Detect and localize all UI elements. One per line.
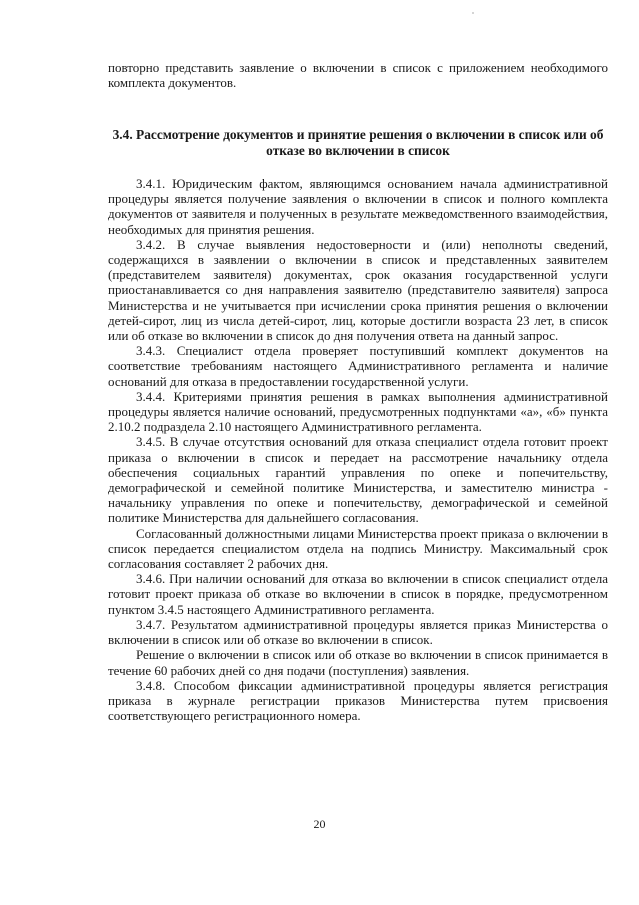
paragraph-3-4-7: 3.4.7. Результатом административной процедуры является приказ Министерства о включении в список или об отказе во включении в список. — [108, 616, 608, 648]
section-heading: 3.4. Рассмотрение документов и принятие решения о включении в список или об отказе во включении в список — [112, 127, 604, 158]
paragraph-3-4-1: 3.4.1. Юридическим фактом, являющимся основанием начала административной процедуры является получение заявления о включении в список и полного комплекта документов от заявителя и полученных в результате межведомственного взаимодействия, необходимых для принятия решения. — [108, 176, 608, 237]
page-number: 20 — [313, 817, 326, 831]
section-body — [108, 176, 608, 723]
paragraph-3-4-3: 3.4.3. Специалист отдела проверяет поступивший комплект документов на соответствие требованиям настоящего Административного регламента и наличие оснований для отказа в предоставлении государственной услуги. — [108, 343, 608, 389]
paragraph-3-4-6: 3.4.6. При наличии оснований для отказа во включении в список специалист отдела готовит проект приказа об отказе во включении в список в порядке, предусмотренном пунктом 3.4.5 настоящего Административного регламента. — [108, 571, 608, 617]
paragraph-3-4-8: 3.4.8. Способом фиксации административной процедуры является регистрация приказа в журнале регистрации приказов Министерства путем присвоения соответствующего регистрационного номера. — [108, 677, 608, 724]
paragraph-approval: Согласованный должностными лицами Министерства проект приказа о включении в список передается специалистом отдела на подпись Министру. Максимальный срок согласования составляет 2 рабочих дня. — [108, 525, 608, 572]
paragraph-3-4-2: 3.4.2. В случае выявления недостоверности и (или) неполноты сведений, содержащихся в заявлении о включении в список и представленных заявителем (представителем заявителя) документах, срок оказания государственной услуги приостанавливается со дня направления заявителю (представителю заявителя) запроса Министерства и не учитывается при исчислении срока принятия решения о включении детей-сирот, лиц из числа детей-сирот, лиц, которые достигли возраста 23 лет, в список или об отказе во включении в список до дня получения ответа на данный запрос. — [108, 236, 608, 344]
paragraph-3-4-5: 3.4.5. В случае отсутствия оснований для отказа специалист отдела готовит проект приказа о включении в список и передает на рассмотрение начальнику отдела обеспечения социальных гарантий управления по опеке и попечительству, демографической и семейной политике Министерства, и заместителю министра - начальнику управления по опеке и попечительству, демографической и семейной политике Министерства для дальнейшего согласования. — [108, 434, 608, 526]
intro-text: повторно представить заявление о включении в список с приложением необходимого комплекта документов. — [108, 60, 608, 91]
paragraph-3-4-4: 3.4.4. Критериями принятия решения в рамках выполнения административной процедуры является наличие оснований, предусмотренных подпунктами «а», «б» пункта 2.10.2 подраздела 2.10 настоящего Административного регламента. — [108, 388, 608, 435]
paragraph-decision-term: Решение о включении в список или об отказе во включении в список принимается в течение 60 рабочих дней со дня подачи (поступления) заявления. — [108, 647, 608, 678]
scan-speck — [472, 12, 474, 14]
intro-paragraph — [108, 60, 608, 90]
